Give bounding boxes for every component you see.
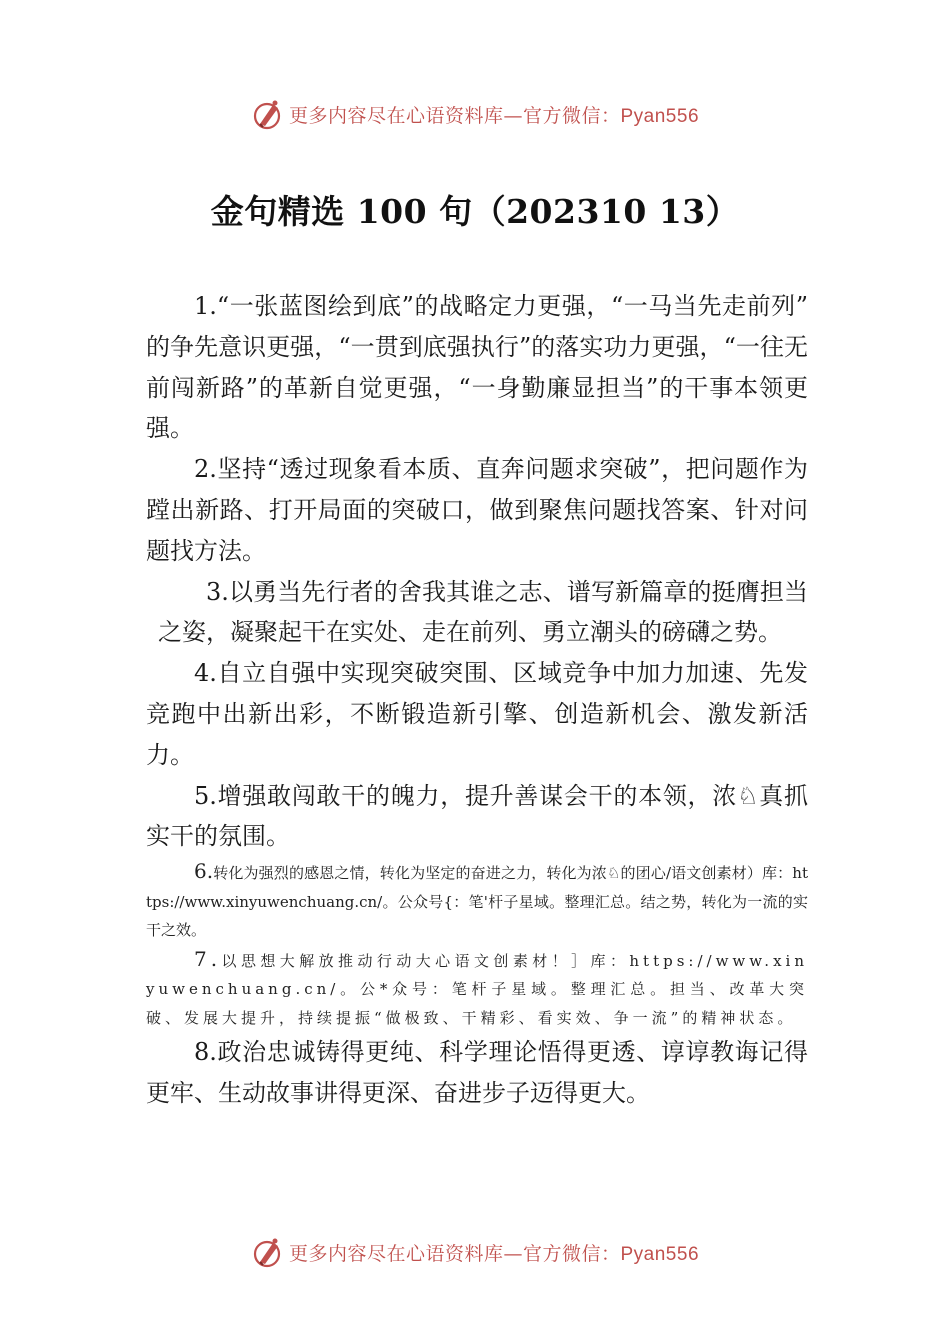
document-body bbox=[146, 286, 808, 1114]
paragraph-8: 8.政治忠诚铸得更纯、科学理论悟得更透、谆谆教诲记得更牢、生动故事讲得更深、奋进步子迈得更大。 bbox=[146, 1038, 808, 1107]
header-banner-text: 更多内容尽在心语资料库—官方微信：Pyan556 bbox=[288, 104, 700, 127]
paragraph-3: 3.以勇当先行者的舍我其谁之志、谱写新篇章的挺膺担当之姿，凝聚起干在实处、走在前列、勇立潮头的磅礴之势。 bbox=[158, 577, 808, 647]
paragraph-6-text: 转化为强烈的感恩之情，转化为坚定的奋进之力，转化为浓♘的团心/语文创素材）库：https://www.xinyuwenchuang.cn/。公众号{：笔'杆子星域。整理汇总。结之势，转化为一流的实干之效。 bbox=[146, 864, 808, 940]
page-title: 金句精选 100 句（202310 13） bbox=[210, 192, 740, 231]
footer-banner bbox=[0, 1232, 950, 1272]
pen-logo-icon bbox=[251, 97, 285, 131]
paragraph-4: 4.自立自强中实现突破突围、区域竞争中加力加速、先发竞跑中出新出彩，不断锻造新引擎、创造新机会、激发新活力。 bbox=[146, 659, 808, 769]
paragraph-6 bbox=[146, 857, 808, 945]
paragraph-7 bbox=[146, 945, 808, 1033]
footer-wechat-id: Pyan556 bbox=[620, 1243, 700, 1265]
paragraph-7-number: 7. bbox=[194, 946, 222, 971]
paragraph-7-text: 以思想大解放推动行动大心语文创素材！］库：https://www.xinyuwenchuang.cn/。公*众号：笔杆子星域。整理汇总。担当、改革大突破、发展大提升，持续提振“做极致、干精彩、看实效、争一流”的精神状态。 bbox=[146, 951, 808, 1027]
header-banner bbox=[0, 94, 950, 134]
paragraph-1: 1.“一张蓝图绘到底”的战略定力更强，“一马当先走前列” 的争先意识更强，“一贯到底强执行”的落实功力更强，“一往无前闯新路”的革新自觉更强，“一身勤廉显担当”的干事本领更强。 bbox=[146, 292, 808, 443]
paragraph-6-number: 6. bbox=[194, 859, 214, 884]
paragraph-2: 2.坚持“透过现象看本质、直奔问题求突破”，把问题作为蹚出新路、打开局面的突破口，做到聚焦问题找答案、针对问题找方法。 bbox=[146, 455, 808, 565]
pen-logo-icon bbox=[251, 1235, 285, 1269]
footer-banner-text: 更多内容尽在心语资料库—官方微信：Pyan556 bbox=[288, 1242, 700, 1265]
header-wechat-id: Pyan556 bbox=[620, 105, 700, 127]
paragraph-5: 5.增强敢闯敢干的魄力，提升善谋会干的本领，浓♘真抓实干的氛围。 bbox=[146, 781, 808, 851]
